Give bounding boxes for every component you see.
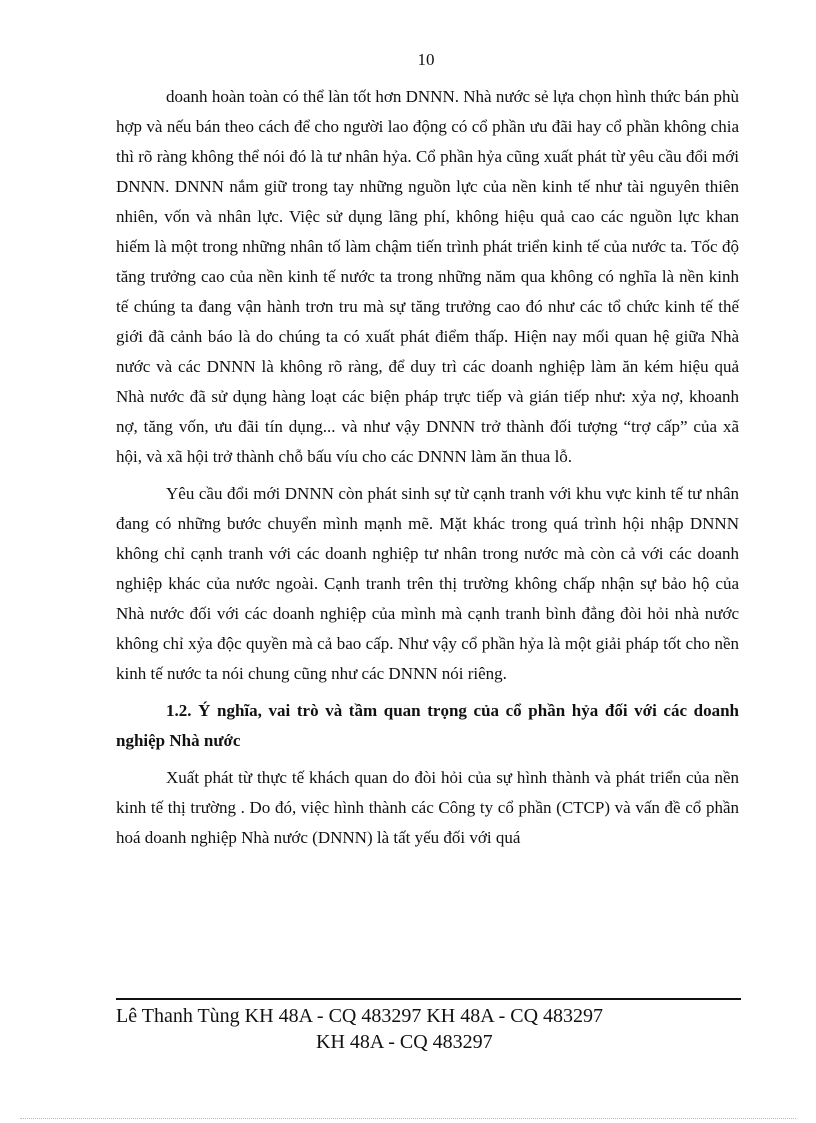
footer-line-1: Lê Thanh Tùng KH 48A - CQ 483297 KH 48A - CQ 483297: [116, 1005, 604, 1027]
document-body: [116, 82, 739, 853]
paragraph-2: Yêu cầu đổi mới DNNN còn phát sinh sự từ cạnh tranh với khu vực kinh tế tư nhân đang có những bước chuyển mình mạnh mẽ. Mặt khác trong quá trình hội nhập DNNN không chỉ cạnh tranh với các doanh nghiệp tư nhân trong nước mà còn cả với các doanh nghiệp khác của nước ngoài. Cạnh tranh trên thị trường không chấp nhận sự bảo hộ của Nhà nước đối với các doanh nghiệp của mình mà cạnh tranh bình đẳng đòi hỏi nhà nước không chỉ xỷa độc quyền mà cả bao cấp. Như vậy cổ phần hỷa là một giải pháp tốt cho nền kinh tế nước ta nói chung cũng như các DNNN nói riêng.: [116, 484, 739, 683]
footer: [116, 1003, 741, 1055]
footer-divider: [116, 998, 741, 1000]
section-heading: 1.2. Ý nghĩa, vai trò và tầm quan trọng của cổ phần hỷa đối với các doanh nghiệp Nhà nước: [116, 701, 739, 750]
footer-line-2: KH 48A - CQ 483297: [316, 1031, 493, 1053]
paragraph-3: Xuất phát từ thực tế khách quan do đòi hỏi của sự hình thành và phát triển của nền kinh tế thị trường . Do đó, việc hình thành các Công ty cổ phần (CTCP) và vấn đề cổ phần hoá doanh nghiệp Nhà nước (DNNN) là tất yếu đối với quá: [116, 768, 739, 847]
page-number: 10: [417, 50, 435, 69]
paragraph-1: doanh hoàn toàn có thể làn tốt hơn DNNN. Nhà nước sẻ lựa chọn hình thức bán phù hợp và nếu bán theo cách để cho người lao động có cổ phần ưu đãi hay cổ phần không chia thì rõ ràng không thể nói đó là tư nhân hỷa. Cổ phần hỷa cũng xuất phát từ yêu cầu đổi mới DNNN. DNNN nắm giữ trong tay những nguồn lực của nền kinh tế như tài nguyên thiên nhiên, vốn và nhân lực. Việc sử dụng lãng phí, không hiệu quả cao các nguồn lực khan hiếm là một trong những nhân tố làm chậm tiến trình phát triển kinh tế của nước ta. Tốc độ tăng trưởng cao của nền kinh tế nước ta trong những năm qua không có nghĩa là nền kinh tế chúng ta đang vận hành trơn tru mà sự tăng trưởng cao đó như các tổ chức kinh tế thế giới đã cảnh báo là do chúng ta có xuất phát điểm thấp. Hiện nay mối quan hệ giữa Nhà nước và các DNNN là không rõ ràng, để duy trì các doanh nghiệp làm ăn kém hiệu quả Nhà nước đã sử dụng hàng loạt các biện pháp trực tiếp và gián tiếp như: xỷa nợ, khoanh nợ, tăng vốn, ưu đãi tín dụng... và như vậy DNNN trở thành đối tượng “trợ cấp” của xã hội, và xã hội trở thành chỗ bấu víu cho các DNNN làm ăn thua lỗ.: [116, 87, 739, 466]
page-bottom-border: [20, 1118, 796, 1119]
